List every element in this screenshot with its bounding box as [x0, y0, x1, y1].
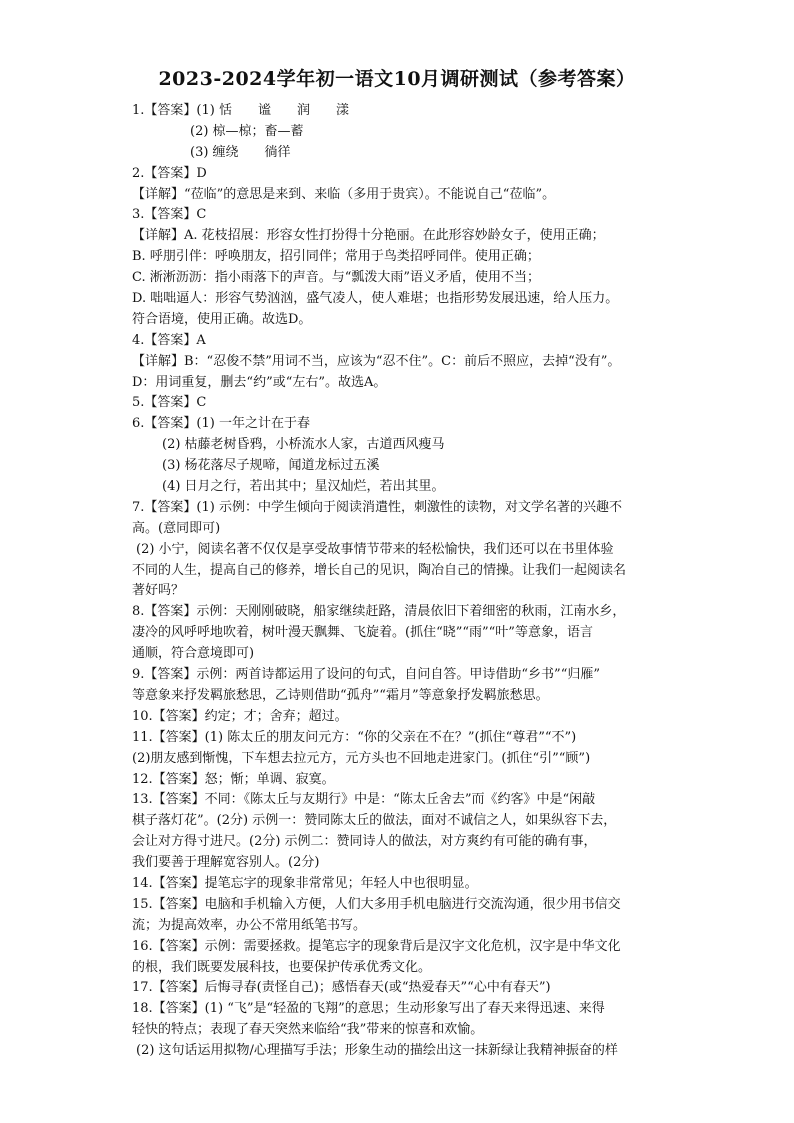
- answer-line: 轻快的特点；表现了春天突然来临给“我”带来的惊喜和欢愉。: [132, 1022, 484, 1038]
- answer-line: 会让对方得寸进尺。(2分) 示例二：赞同诗人的做法，对方爽约有可能的确有事，: [132, 834, 597, 850]
- answer-line: 凄冷的风呼呼地吹着，树叶漫天飘舞、飞旋着。(抓住“晓”“雨”“叶”等意象，语言: [132, 625, 593, 641]
- answer-line: (3) 缠绕 徜徉: [190, 144, 291, 160]
- answer-line: 1.【答案】(1) 恬 谧 润 漾: [132, 103, 349, 118]
- answer-line: 14.【答案】提笔忘字的现象非常常见；年轻人中也很明显。: [132, 875, 478, 891]
- answer-line: 符合语境，使用正确。故选D。: [132, 311, 312, 327]
- answer-line: 【详解】“莅临”的意思是来到、来临（多用于贵宾）。不能说自己“莅临”。: [132, 186, 556, 202]
- answer-line: (2)朋友感到惭愧，下车想去拉元方，元方头也不回地走进家门。(抓住“引”“顾”): [132, 750, 591, 766]
- answer-line: C. 淅淅沥沥：指小雨落下的声音。与“瓢泼大雨”语义矛盾，使用不当；: [132, 270, 541, 286]
- answer-line: 6.【答案】(1) 一年之计在于春: [132, 416, 310, 432]
- answer-line: 16.【答案】示例：需要拯救。提笔忘字的现象背后是汉字文化危机，汉字是中华文化: [132, 938, 621, 954]
- answer-line: 8.【答案】示例：天刚刚破晓，船家继续赶路，清晨依旧下着细密的秋雨，江南水乡，: [132, 604, 626, 620]
- answer-line: (2) 小宁，阅读名著不仅仅是享受故事情节带来的轻松愉快，我们还可以在书里体验: [136, 541, 614, 557]
- answer-line: D：用词重复，删去“约”或“左右”。故选A。: [132, 374, 387, 390]
- answer-line: 15.【答案】电脑和手机输入方便，人们大多用手机电脑进行交流沟通，很少用书信交: [132, 896, 621, 912]
- answer-line: 的根，我们既要发展科技，也要保护传承优秀文化。: [132, 959, 432, 975]
- answer-line: (2) 枯藤老树昏鸦，小桥流水人家，古道西风瘦马: [162, 437, 445, 453]
- answer-line: (4) 日月之行，若出其中；星汉灿烂，若出其里。: [162, 479, 445, 495]
- answer-line: 3.【答案】C: [132, 207, 207, 223]
- answer-line: 17.【答案】后悔寻春(责怪自己)；感悟春天(或“热爱春天”“心中有春天”): [132, 980, 551, 996]
- answer-line: 棋子落灯花”。(2分) 示例一：赞同陈太丘的做法，面对不诚信之人，如果纵容下去，: [132, 813, 617, 829]
- answer-line: (2) 这句话运用拟物/心理描写手法；形象生动的描绘出这一抹新绿让我精神振奋的样: [136, 1043, 618, 1059]
- answer-line: (2) 椋—椋；畜—蓄: [190, 123, 304, 139]
- answer-line: 高。(意同即可): [132, 520, 221, 536]
- answer-line: (3) 杨花落尽子规啼，闻道龙标过五溪: [162, 458, 380, 474]
- answer-line: 等意象来抒发羁旅愁思，乙诗则借助“孤舟”“霜月”等意象抒发羁旅愁思。: [132, 687, 549, 703]
- page-title: 2023-2024学年初一语文10月调研测试（参考答案）: [158, 68, 636, 90]
- answer-line: 10.【答案】约定；才；舍弃；超过。: [132, 708, 348, 724]
- answer-line: 通顺，符合意境即可): [132, 646, 255, 662]
- answer-line: 18.【答案】(1) “飞”是“轻盈的飞翔”的意思；生动形象写出了春天来得迅速、来得: [132, 1001, 605, 1017]
- answer-line: 【详解】B：“忍俊不禁”用词不当，应该为“忍不住”。C：前后不照应，去掉“没有”。: [132, 353, 621, 369]
- answer-line: 13.【答案】不同：《陈太丘与友期行》中是：“陈太丘舍去”而《约客》中是“闲敲: [132, 792, 596, 808]
- answer-line: 【详解】A. 花枝招展：形容女性打扮得十分艳丽。在此形容妙龄女子，使用正确；: [132, 228, 605, 244]
- answer-line: 7.【答案】(1) 示例：中学生倾向于阅读消遣性，刺激性的读物，对文学名著的兴趣不: [132, 499, 622, 515]
- answer-line: 著好吗？: [132, 583, 185, 599]
- answer-line: 2.【答案】D: [132, 165, 207, 181]
- answer-line: 11.【答案】(1) 陈太丘的朋友问元方：“你的父亲在不在？”(抓住“尊君”“不”): [132, 729, 577, 745]
- answer-line: 我们要善于理解宽容别人。(2分): [132, 855, 320, 871]
- answer-line: 9.【答案】示例：两首诗都运用了设问的句式，自问自答。甲诗借助“乡书”“归雁”: [132, 667, 600, 683]
- answer-line: 5.【答案】C: [132, 395, 207, 411]
- answer-line: D. 咄咄逼人：形容气势汹汹，盛气凌人，使人难堪；也指形势发展迅速，给人压力。: [132, 291, 619, 307]
- answer-line: 4.【答案】A: [132, 332, 206, 348]
- answer-content: [132, 101, 672, 1062]
- answer-line: 流；为提高效率，办公不常用纸笔书写。: [132, 917, 367, 933]
- answer-line: 不同的人生，提高自己的修养，增长自己的见识，陶冶自己的情操。让我们一起阅读名: [132, 562, 627, 578]
- answer-line: B. 呼朋引伴：呼唤朋友，招引同伴；常用于鸟类招呼同伴。使用正确；: [132, 249, 540, 265]
- answer-line: 12.【答案】怒；惭；单调、寂寞。: [132, 771, 335, 787]
